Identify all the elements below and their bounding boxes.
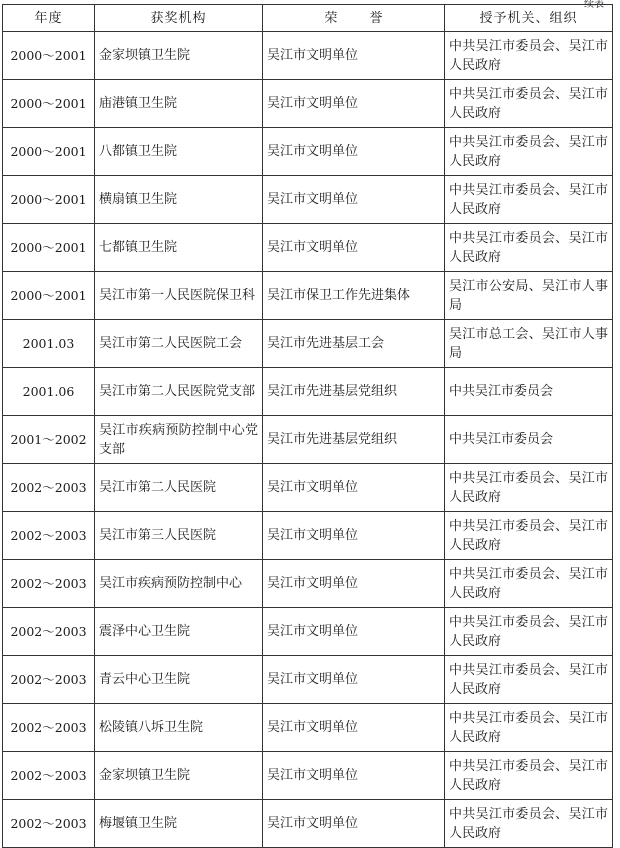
table-row	[3, 80, 613, 128]
table-row	[3, 464, 613, 512]
cell-honor: 吴江市先进基层党组织	[263, 368, 445, 416]
cell-org: 震泽中心卫生院	[95, 608, 263, 656]
cell-grantor: 中共吴江市委员会、吴江市人民政府	[445, 176, 613, 224]
column-header-grantor: 授予机关、组织	[445, 5, 613, 32]
cell-honor: 吴江市文明单位	[263, 656, 445, 704]
cell-year: 2002～2003	[3, 560, 95, 608]
table-row	[3, 368, 613, 416]
cell-year: 2001～2002	[3, 416, 95, 464]
cell-grantor: 中共吴江市委员会、吴江市人民政府	[445, 32, 613, 80]
cell-year: 2001.06	[3, 368, 95, 416]
cell-honor: 吴江市文明单位	[263, 32, 445, 80]
table-row	[3, 176, 613, 224]
table-row	[3, 800, 613, 848]
cell-grantor: 中共吴江市委员会、吴江市人民政府	[445, 752, 613, 800]
cell-year: 2000～2001	[3, 224, 95, 272]
cell-org: 吴江市疾病预防控制中心	[95, 560, 263, 608]
cell-year: 2002～2003	[3, 464, 95, 512]
document-page	[2, 0, 612, 848]
cell-honor: 吴江市文明单位	[263, 128, 445, 176]
cell-grantor: 中共吴江市委员会、吴江市人民政府	[445, 560, 613, 608]
column-header-honor: 荣 誉	[263, 5, 445, 32]
cell-org: 吴江市第二人民医院党支部	[95, 368, 263, 416]
cell-org: 横扇镇卫生院	[95, 176, 263, 224]
cell-grantor: 中共吴江市委员会、吴江市人民政府	[445, 224, 613, 272]
table-row	[3, 656, 613, 704]
table-row	[3, 608, 613, 656]
cell-grantor: 吴江市公安局、吴江市人事局	[445, 272, 613, 320]
column-header-org: 获奖机构	[95, 5, 263, 32]
cell-grantor: 中共吴江市委员会、吴江市人民政府	[445, 80, 613, 128]
cell-org: 吴江市第二人民医院工会	[95, 320, 263, 368]
cell-honor: 吴江市文明单位	[263, 80, 445, 128]
cell-grantor: 中共吴江市委员会	[445, 416, 613, 464]
column-header-year: 年度	[3, 5, 95, 32]
cell-honor: 吴江市文明单位	[263, 224, 445, 272]
cell-year: 2000～2001	[3, 272, 95, 320]
cell-grantor: 中共吴江市委员会、吴江市人民政府	[445, 128, 613, 176]
cell-honor: 吴江市文明单位	[263, 608, 445, 656]
cell-honor: 吴江市文明单位	[263, 560, 445, 608]
cell-org: 吴江市第一人民医院保卫科	[95, 272, 263, 320]
cell-org: 金家坝镇卫生院	[95, 32, 263, 80]
cell-grantor: 中共吴江市委员会、吴江市人民政府	[445, 512, 613, 560]
cell-grantor: 中共吴江市委员会	[445, 368, 613, 416]
cell-honor: 吴江市先进基层党组织	[263, 416, 445, 464]
cell-grantor: 中共吴江市委员会、吴江市人民政府	[445, 704, 613, 752]
table-row	[3, 32, 613, 80]
cell-year: 2002～2003	[3, 656, 95, 704]
cell-grantor: 吴江市总工会、吴江市人事局	[445, 320, 613, 368]
cell-org: 八都镇卫生院	[95, 128, 263, 176]
cell-honor: 吴江市文明单位	[263, 176, 445, 224]
cell-org: 金家坝镇卫生院	[95, 752, 263, 800]
cell-org: 松陵镇八坼卫生院	[95, 704, 263, 752]
table-row	[3, 416, 613, 464]
cell-year: 2002～2003	[3, 752, 95, 800]
table-row	[3, 560, 613, 608]
cell-year: 2000～2001	[3, 128, 95, 176]
cell-honor: 吴江市保卫工作先进集体	[263, 272, 445, 320]
cell-honor: 吴江市先进基层工会	[263, 320, 445, 368]
cell-org: 青云中心卫生院	[95, 656, 263, 704]
table-row	[3, 704, 613, 752]
cell-grantor: 中共吴江市委员会、吴江市人民政府	[445, 464, 613, 512]
cell-org: 吴江市疾病预防控制中心党支部	[95, 416, 263, 464]
table-header-row	[3, 5, 613, 32]
cell-org: 吴江市第三人民医院	[95, 512, 263, 560]
table-body	[3, 32, 613, 848]
continued-mark: 续表	[584, 0, 604, 10]
table-row	[3, 752, 613, 800]
table-row	[3, 128, 613, 176]
cell-year: 2000～2001	[3, 32, 95, 80]
cell-grantor: 中共吴江市委员会、吴江市人民政府	[445, 800, 613, 848]
cell-year: 2002～2003	[3, 608, 95, 656]
cell-org: 梅堰镇卫生院	[95, 800, 263, 848]
cell-year: 2000～2001	[3, 80, 95, 128]
table-row	[3, 224, 613, 272]
cell-year: 2002～2003	[3, 512, 95, 560]
cell-honor: 吴江市文明单位	[263, 512, 445, 560]
cell-year: 2000～2001	[3, 176, 95, 224]
cell-year: 2002～2003	[3, 704, 95, 752]
table-row	[3, 272, 613, 320]
cell-grantor: 中共吴江市委员会、吴江市人民政府	[445, 608, 613, 656]
cell-year: 2002～2003	[3, 800, 95, 848]
awards-table	[2, 4, 613, 848]
table-row	[3, 320, 613, 368]
cell-honor: 吴江市文明单位	[263, 464, 445, 512]
cell-grantor: 中共吴江市委员会、吴江市人民政府	[445, 656, 613, 704]
cell-honor: 吴江市文明单位	[263, 704, 445, 752]
cell-honor: 吴江市文明单位	[263, 800, 445, 848]
table-row	[3, 512, 613, 560]
cell-org: 庙港镇卫生院	[95, 80, 263, 128]
cell-year: 2001.03	[3, 320, 95, 368]
cell-org: 吴江市第二人民医院	[95, 464, 263, 512]
cell-honor: 吴江市文明单位	[263, 752, 445, 800]
cell-org: 七都镇卫生院	[95, 224, 263, 272]
